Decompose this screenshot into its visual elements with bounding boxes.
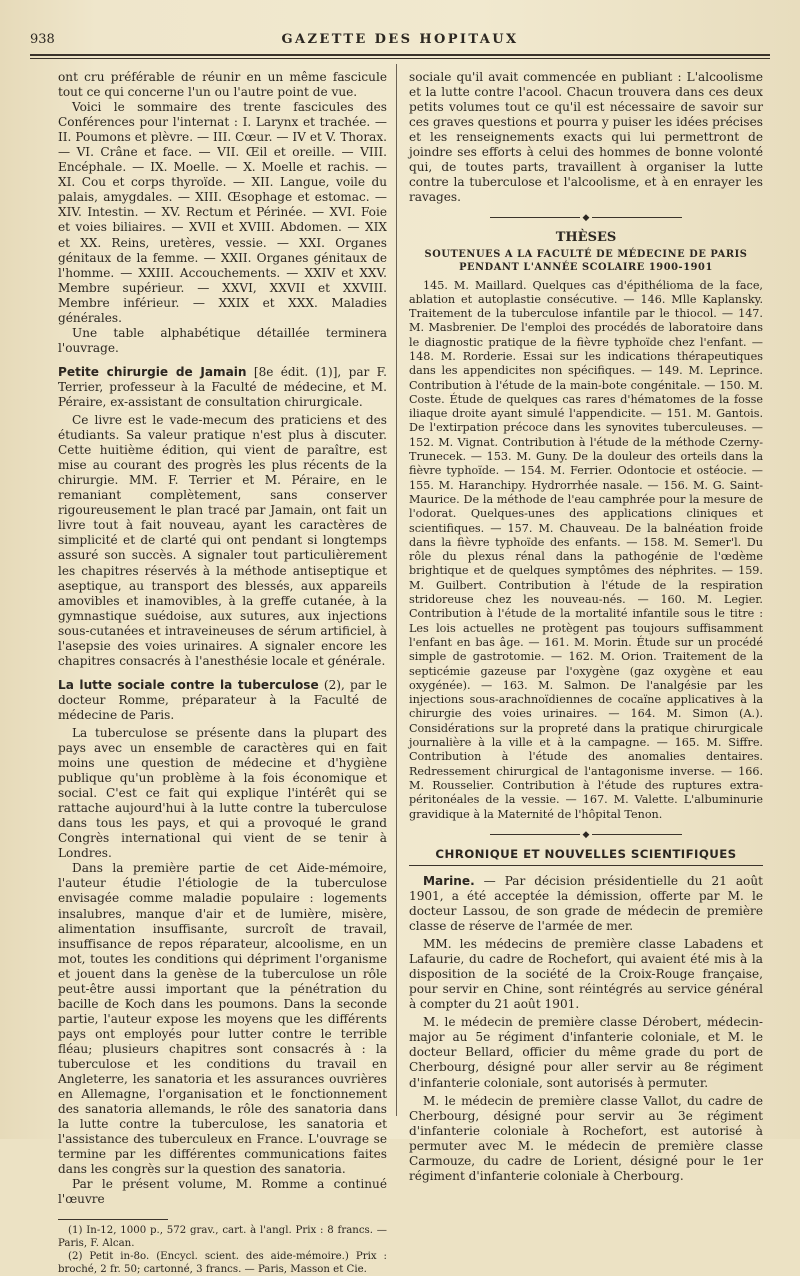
footnote-2: (2) Petit in-8o. (Encycl. scient. des aide-mémoire.) Prix : broché, 2 fr. 50; cartonné, 3 francs. — Paris, Masson et Cie. <box>58 1251 387 1276</box>
page-header <box>30 30 770 56</box>
review-petite-chirurgie <box>58 365 387 669</box>
ornament-divider: ◆ <box>409 211 763 226</box>
theses-heading: THÈSES <box>555 230 617 246</box>
chronique-marine-head: Marine. <box>423 873 475 888</box>
continued-paragraph: sociale qu'il avait commencée en publiant : L'alcoolisme et la lutte contre l'acool. Chacun trouvera dans ces deux petits volumes tout ce qu'il est nécessaire de savoir sur ces graves questions et pourra y puiser les idées précises et les renseignements exacts qui lui permettront de joindre ses efforts à celui des hommes de bonne volonté qui, de toutes parts, travaillent à organiser la lutte contre la tuberculose et l'alcoolisme, et à en enrayer les ravages. <box>409 70 763 205</box>
theses-list <box>409 279 763 822</box>
review-tuberculose-p2: Dans la première partie de cet Aide-mémoire, l'auteur étudie l'étiologie de la tuberculose envisagée comme maladie populaire : logements insalubres, manque d'air et de lumière, misère, alimentation insuffisante, surcroît de travail, insuffisance de repos réparateur, alcoolisme, en un mot, toutes les conditions qui dépriment l'organisme et jouent dans la genèse de la tuberculose un rôle peut-être aussi important que la pénétration du bacille de Koch dans les poumons. Dans la seconde partie, l'auteur expose les moyens que les différents pays ont employés pour lutter contre le terrible fléau; plusieurs chapitres sont consacrés à : la tuberculose et les conditions du travail en Angleterre, les sanatoria et les assurances ouvrières en Allemagne, l'organisation et le fonctionnement des sanatoria allemands, le rôle des sanatoria dans la lutte contre la tuberculose, les sanatoria et l'assistance des tuberculeux en France. L'ouvrage se termine par les différentes communications faites dans les congrès sur la question des sanatoria. <box>58 861 387 1177</box>
chronique-p2: MM. les médecins de première classe Labadens et Lafaurie, du cadre de Rochefort, qui avaient été mis à la disposition de la société de la Croix-Rouge française, pour servir en Chine, sont réintégrés au service général à compter du 21 août 1901. <box>409 937 763 1012</box>
review-tuberculose-p1: La tuberculose se présente dans la plupart des pays avec un ensemble de caractères qui en fait moins une question de médecine et d'hygiène publique qu'un problème à la fois économique et social. C'est ce fait qui explique l'intérêt qui se rattache aujourd'hui à la lutte contre la tuberculose dans tous les pays, et qui a provoqué le grand Congrès international qui vient de se tenir à Londres. <box>58 725 387 861</box>
header-rule-thin <box>30 58 770 59</box>
left-column <box>58 70 387 1276</box>
theses-subheading-line1: SOUTENUES A LA FACULTÉ DE MÉDECINE DE PARIS <box>424 248 748 260</box>
footnote-1: (1) In-12, 1000 p., 572 grav., cart. à l'angl. Prix : 8 francs. — Paris, F. Alcan. <box>58 1225 387 1250</box>
footnote-rule <box>58 1219 168 1220</box>
intro-paragraph: ont cru préférable de réunir en un même fascicule tout ce qui concerne l'un ou l'autre point de vue. <box>58 70 387 100</box>
right-column <box>409 70 763 1187</box>
page-number: 938 <box>30 32 55 47</box>
footnotes <box>58 1224 387 1276</box>
review-lead-tuberculose: (2), par le docteur Romme, préparateur à la Faculté de médecine de Paris. <box>58 677 387 722</box>
theses-text: 145. M. Maillard. Quelques cas d'épithélioma de la face, ablation et autoplastie consécutive. — 146. Mlle Kaplansky. Traitement de la tuberculose infantile par le thiocol. — 147. M. Masbrenier. De l'emploi des procédés de laboratoire dans le diagnostic pratique de la fièvre typhoïde chez l'enfant. — 148. M. Rorderie. Essai sur les indications thérapeutiques dans les appendicites non spécifiques. — 149. M. Leprince. Contribution à l'étude de la main-bote congénitale. — 150. M. Coste. Étude de quelques cas rares d'hématomes de la fosse iliaque droite ayant simulé l'appendicite. — 151. M. Gantois. De l'extirpation précoce dans les synovites tuberculeuses. — 152. M. Vignat. Contribution à l'étude de la méthode Czerny-Trunecek. — 153. M. Guny. De la douleur des orteils dans la fièvre typhoïde. — 154. M. Ferrier. Odontocie et ostéocie. — 155. M. Haranchipy. Hydrorrhée nasale. — 156. M. G. Saint-Maurice. De la méthode de l'eau camphrée pour la mesure de l'odorat. Quelques-unes des applications cliniques et scientifiques. — 157. M. Chauveau. De la balnéation froide dans la fièvre typhoïde des enfants. — 158. M. Semer'l. Du rôle du plexus rénal dans la pathogénie de l'œdème brightique et de quelques symptômes des néphrites. — 159. M. Guilbert. Contribution à l'étude de la respiration stridoreuse chez les nouveau-nés. — 160. M. Legier. Contribution à l'étude de la mortalité infantile sous le titre : Les lois actuelles ne protègent pas toujours suffisamment l'enfant en bas âge. — 161. M. Morin. Étude sur un procédé simple de gastrotomie. — 162. M. Orion. Traitement de la septicémie gazeuse par l'oxygène (gaz oxygène et eau oxygénée). — 163. M. Salmon. De l'analgésie par les injections sous-arachnoïdiennes de cocaïne applicatives à la chirurgie des voies urinaires. — 164. M. Simon (A.). Considérations sur la propreté dans la pratique chirurgicale journalière à la ville et à la campagne. — 165. M. Siffre. Contribution à l'étude des anomalies dentaires. Redressement chirurgical de l'antagonisme inverse. — 166. M. Rousselier. Contribution à l'étude des ruptures extra-péritonéales de la vessie. — 167. M. Valette. L'albuminurie gravidique à la Maternité de l'hôpital Tenon. <box>409 278 763 821</box>
header-rule-thick <box>30 54 770 56</box>
review-title-tuberculose: La lutte sociale contre la tuberculose <box>58 677 319 692</box>
review-tuberculose <box>58 678 387 1208</box>
theses-subheading <box>409 248 763 274</box>
running-title: GAZETTE DES HOPITAUX <box>281 32 519 47</box>
chronique-p1: — Par décision présidentielle du 21 août 1901, a été acceptée la démission, offerte par M. le docteur Lassou, de son grade de médecin de première classe de réserve de l'armée de mer. <box>409 873 763 934</box>
chronique-body <box>409 874 763 1184</box>
theses-subheading-line2: PENDANT L'ANNÉE SCOLAIRE 1900-1901 <box>459 261 713 273</box>
sommaire-paragraph: Voici le sommaire des trente fascicules des Conférences pour l'internat : I. Larynx et trachée. — II. Poumons et plèvre. — III. Cœur. — IV et V. Thorax. — VI. Crâne et face. — VII. Œil et oreille. — VIII. Encéphale. — IX. Moelle. — X. Moelle et rachis. — XI. Cou et corps thyroïde. — XII. Langue, voile du palais, amygdales. — XIII. Œsophage et estomac. — XIV. Intestin. — XV. Rectum et Périnée. — XVI. Foie et voies biliaires. — XVII et XVIII. Abdomen. — XIX et XX. Reins, uretères, vessie. — XXI. Organes génitaux de la femme. — XXII. Organes génitaux de l'homme. — XXIII. Accouchements. — XXIV et XXV. Membre supérieur. — XXVI, XXVII et XXVIII. Membre inférieur. — XXIX et XXX. Maladies générales. <box>58 100 387 325</box>
review-title-jamain: Petite chirurgie de Jamain <box>58 364 247 379</box>
review-lead-jamain: [8e édit. (1)], par F. Terrier, professeur à la Faculté de médecine, et M. Péraire, ex-assistant de consultation chirurgicale. <box>58 364 387 409</box>
chronique-heading: CHRONIQUE ET NOUVELLES SCIENTIFIQUES <box>409 847 763 866</box>
column-divider <box>396 64 397 1116</box>
review-body-jamain: Ce livre est le vade-mecum des praticiens et des étudiants. Sa valeur pratique n'est plus à discuter. Cette huitième édition, qui vient de paraître, est mise au courant des progrès les plus récents de la chirurgie. MM. F. Terrier et M. Péraire, en le remaniant complètement, sans conserver rigoureusement le plan tracé par Jamain, ont fait un livre tout à fait nouveau, ayant les caractères de simplicité et de clarté qui ont pendant si longtemps assuré son succès. A signaler tout particulièrement les chapitres réservés à la méthode antiseptique et aseptique, au transport des blessés, aux appareils amovibles et inamovibles, à la greffe cutanée, à la gymnastique suédoise, aux sutures, aux injections sous-cutanées et intraveineuses de sérum artificiel, à l'asepsie des voies urinaires. A signaler encore les chapitres consacrés à l'anesthésie locale et générale. <box>58 413 387 668</box>
review-tuberculose-p3: Par le présent volume, M. Romme a continué l'œuvre <box>58 1177 387 1207</box>
table-note: Une table alphabétique détaillée terminera l'ouvrage. <box>58 325 387 355</box>
chronique-p4: M. le médecin de première classe Vallot, du cadre de Cherbourg, désigné pour servir au 3e régiment d'infanterie coloniale à Rochefort, est autorisé à permuter avec M. le médecin de première classe Carmouze, du cadre de Lorient, désigné pour le 1er régiment d'infanterie coloniale à Cherbourg. <box>409 1093 763 1183</box>
chronique-p3: M. le médecin de première classe Dérobert, médecin-major au 5e régiment d'infanterie coloniale, et M. le docteur Bellard, officier du même grade du port de Cherbourg, désigné pour aller servir au 8e régiment d'infanterie coloniale, sont autorisés à permuter. <box>409 1015 763 1090</box>
ornament-divider-2: ◆ <box>409 828 763 843</box>
